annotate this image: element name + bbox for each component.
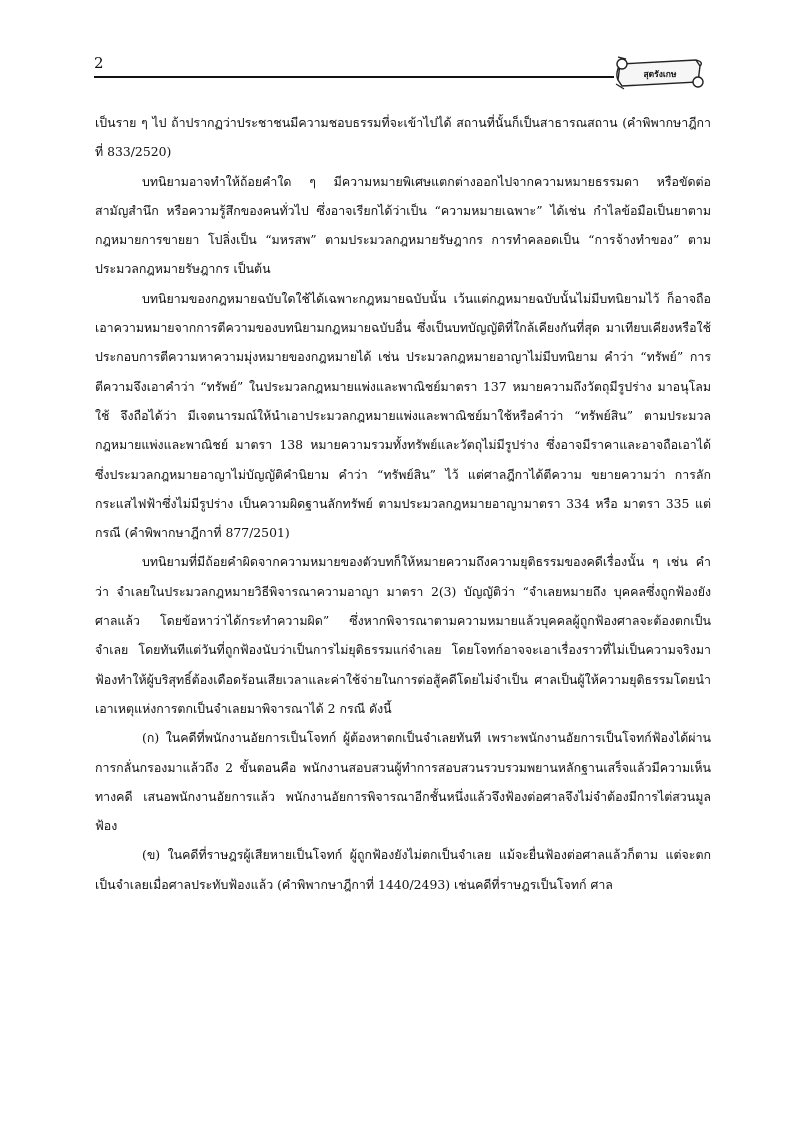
paragraph-6: (ข) ในคดีที่ราษฎรผู้เสียหายเป็นโจทก์ ผู้ถูกฟ้องยังไม่ตกเป็นจำเลย แม้จะยื่นฟ้องต่อศาลแล้วก็ตาม แต่จะตกเป็นจำเลยเมื่อศาลประทับฟ้องแล้ว (คำพิพากษาฎีกาที่ 1440/2493) เช่นคดีที่ราษฎรเป็นโจทก์ ศาล — [95, 847, 711, 892]
paragraph-3: บทนิยามของกฎหมายฉบับใดใช้ได้เฉพาะกฎหมายฉบับนั้น เว้นแต่กฎหมายฉบับนั้นไม่มีบทนิยามไว้ ก็อาจถือเอาความหมายจากการตีความของบทนิยามกฎหมายฉบับอื่น ซึ่งเป็นบทบัญญัติที่ใกล้เคียงกันที่สุด มาเทียบเคียงหรือใช้ประกอบการตีความหาความมุ่งหมายของกฎหมายได้ เช่น ประมวลกฎหมายอาญาไม่มีบทนิยาม คำว่า “ทรัพย์” การตีความจึงเอาคำว่า “ทรัพย์” ในประมวลกฎหมายแพ่งและพาณิชย์มาตรา 137 หมายความถึงวัตถุมีรูปร่าง มาอนุโลมใช้ จึงถือได้ว่า มีเจตนารมณ์ให้นำเอาประมวลกฎหมายแพ่งและพาณิชย์มาใช้หรือคำว่า “ทรัพย์สิน” ตามประมวลกฎหมายแพ่งและพาณิชย์ มาตรา 138 หมายความรวมทั้งทรัพย์และวัตถุไม่มีรูปร่าง ซึ่งอาจมีราคาและอาจถือเอาได้ ซึ่งประมวลกฎหมายอาญาไม่บัญญัติคำนิยาม คำว่า “ทรัพย์สิน” ไว้ แต่ศาลฎีกาได้ตีความ ขยายความว่า การลักกระแสไฟฟ้าซึ่งไม่มีรูปร่าง เป็นความผิดฐานลักทรัพย์ ตามประมวลกฎหมายอาญามาตรา 334 หรือ มาตรา 335 แต่กรณี (คำพิพากษาฎีกาที่ 877/2501) — [95, 290, 711, 541]
paragraph-2: บทนิยามอาจทำให้ถ้อยคำใด ๆ มีความหมายพิเศษแตกต่างออกไปจากความหมายธรรมดา หรือขัดต่อสามัญสำนึก หรือความรู้สึกของคนทั่วไป ซึ่งอาจเรียกได้ว่าเป็น “ความหมายเฉพาะ” ได้เช่น กำไลข้อมือเป็นยาตามกฎหมายการขายยา โปลิ่งเป็น “มหรสพ” ตามประมวลกฎหมายรัษฎากร การทำคลอดเป็น “การจ้างทำของ” ตามประมวลกฎหมายรัษฎากร เป็นต้น — [95, 173, 711, 277]
scroll-banner-icon — [614, 56, 706, 90]
header-rule — [94, 76, 614, 78]
document-body — [95, 108, 711, 899]
logo-text: สุดรังเกษ — [643, 70, 677, 80]
paragraph-5: (ก) ในคดีที่พนักงานอัยการเป็นโจทก์ ผู้ต้องหาตกเป็นจำเลยทันที เพราะพนักงานอัยการเป็นโจทก์ฟ้องได้ผ่านการกลั่นกรองมาแล้วถึง 2 ขั้นตอนคือ พนักงานสอบสวนผู้ทำการสอบสวนรวบรวมพยานหลักฐานเสร็จแล้วมีความเห็นทางคดี เสนอพนักงานอัยการแล้ว พนักงานอัยการพิจารณาอีกชั้นหนึ่งแล้วจึงฟ้องต่อศาลจึงไม่จำต้องมีการไต่สวนมูลฟ้อง — [95, 730, 711, 834]
paragraph-4: บทนิยามที่มีถ้อยคำผิดจากความหมายของตัวบทก็ให้หมายความถึงความยุติธรรมของคดีเรื่องนั้น ๆ เช่น คำว่า จำเลยในประมวลกฎหมายวิธีพิจารณาความอาญา มาตรา 2(3) บัญญัติว่า “จำเลยหมายถึง บุคคลซึ่งถูกฟ้องยังศาลแล้ว โดยข้อหาว่าได้กระทำความผิด” ซึ่งหากพิจารณาตามความหมายแล้วบุคคลผู้ถูกฟ้องศาลจะต้องตกเป็นจำเลย โดยทันทีแต่วันที่ถูกฟ้องนับว่าเป็นการไม่ยุติธรรมแก่จำเลย โดยโจทก์อาจจะเอาเรื่องราวที่ไม่เป็นความจริงมาฟ้องทำให้ผู้บริสุทธิ์ต้องเดือดร้อนเสียเวลาและค่าใช้จ่ายในการต่อสู้คดีโดยไม่จำเป็น ศาลเป็นผู้ให้ความยุติธรรมโดยนำเอาเหตุแห่งการตกเป็นจำเลยมาพิจารณาได้ 2 กรณี ดังนี้ — [95, 554, 711, 716]
paragraph-1: เป็นราย ๆ ไป ถ้าปรากฏว่าประชาชนมีความชอบธรรมที่จะเข้าไปได้ สถานที่นั้นก็เป็นสาธารณสถาน (คำพิพากษาฎีกาที่ 833/2520) — [95, 115, 711, 160]
page-number: 2 — [94, 54, 104, 72]
